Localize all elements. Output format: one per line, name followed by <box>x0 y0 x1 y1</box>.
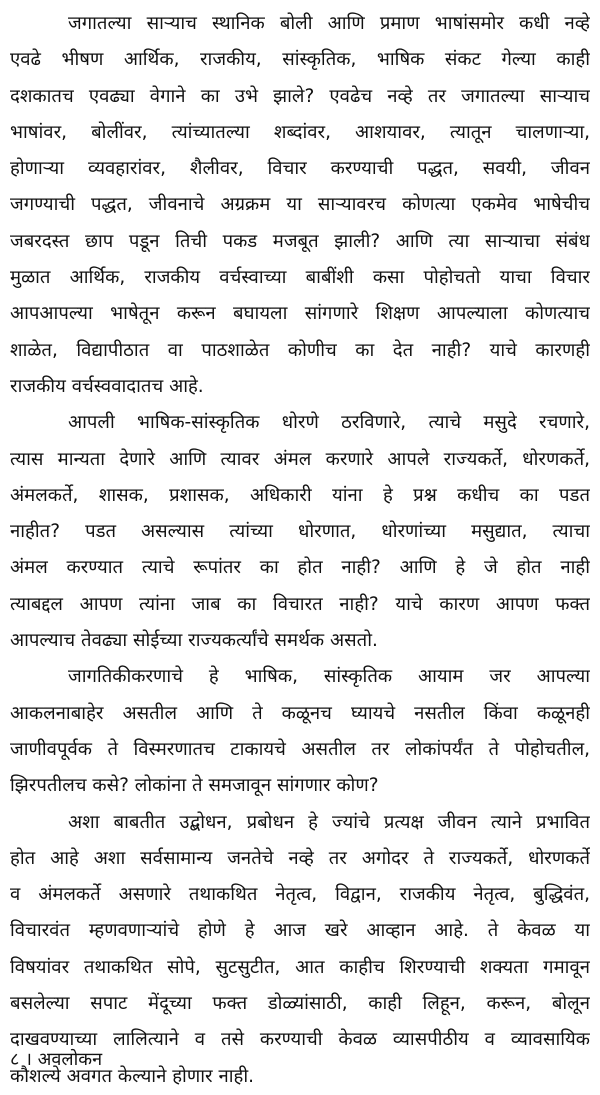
text-line: दशकातच एवढ्या वेगाने का उभे झाले? एवढेच नव्हे तर जगातल्या साऱ्याच <box>10 85 590 107</box>
text-line: कौशल्ये अवगत केल्याने होणार नाही. <box>10 1065 255 1087</box>
text-line: विषयांवर तथाकथित सोपे, सुटसुटीत, आत काहीच शिरण्याची शक्यता गमावून <box>10 956 590 978</box>
page-footer <box>10 1047 102 1073</box>
text-line: व अंमलकर्ते असणारे तथाकथित नेतृत्व, विद्वान, राजकीय नेतृत्व, बुद्धिवंत, <box>10 884 590 906</box>
text-line: होत आहे अशा सर्वसामान्य जनतेचे नव्हे तर अगोदर ते राज्यकर्ते, धोरणकर्ते <box>10 847 590 869</box>
text-line: झिरपतीलच कसे? लोकांना ते समजावून सांगणार कोण? <box>10 775 379 797</box>
text-line: दाखवण्याच्या लालित्याने व तसे करण्याची केवळ व्यासपीठीय व व्यावसायिक <box>10 1029 590 1051</box>
paragraph-1 <box>10 6 590 405</box>
text-line: जाणीवपूर्वक ते विस्मरणातच टाकायचे असतील तर लोकांपर्यंत ते पोहोचतील, <box>10 738 590 760</box>
paragraph-2 <box>10 405 590 659</box>
text-line: जगण्याची पद्धत, जीवनाचे अग्रक्रम या साऱ्यावरच कोणत्या एकमेव भाषेचीच <box>10 194 590 216</box>
text-line: अशा बाबतीत उद्बोधन, प्रबोधन हे ज्यांचे प्रत्यक्ष जीवन त्याने प्रभावित <box>68 811 590 833</box>
text-line: नाहीत? पडत असल्यास त्यांच्या धोरणात, धोरणांच्या मसुद्यात, त्याचा <box>10 521 590 543</box>
text-line: भाषांवर, बोलींवर, त्यांच्यातल्या शब्दांवर, आशयावर, त्यातून चालणाऱ्या, <box>10 121 590 143</box>
text-line: आपआपल्या भाषेतून करून बघायला सांगणारे शिक्षण आपल्याला कोणत्याच <box>10 303 590 325</box>
text-line: त्याबद्दल आपण त्यांना जाब का विचारत नाही? याचे कारण आपण फक्त <box>10 593 590 615</box>
text-line: विचारवंत म्हणवणाऱ्यांचे होणे हे आज खरे आव्हान आहे. ते केवळ या <box>10 920 590 942</box>
page-number: ८ <box>10 1049 20 1070</box>
text-line: एवढे भीषण आर्थिक, राजकीय, सांस्कृतिक, भाषिक संकट गेल्या काही <box>10 49 590 71</box>
text-line: शाळेत, विद्यापीठात वा पाठशाळेत कोणीच का देत नाही? याचे कारणही <box>10 339 590 361</box>
text-line: जागतिकीकरणाचे हे भाषिक, सांस्कृतिक आयाम जर आपल्या <box>68 666 590 688</box>
text-line: राजकीय वर्चस्ववादातच आहे. <box>10 375 204 397</box>
text-line: बसलेल्या सपाट मेंदूच्या फक्त डोळ्यांसाठी, काही लिहून, करून, बोलून <box>10 993 590 1015</box>
text-line: अंमल करण्यात त्याचे रूपांतर का होत नाही? आणि हे जे होत नाही <box>10 557 590 579</box>
text-line: आपली भाषिक-सांस्कृतिक धोरणे ठरविणारे, त्याचे मसुदे रचणारे, <box>68 412 590 434</box>
text-line: मुळात आर्थिक, राजकीय वर्चस्वाच्या बाबींशी कसा पोहोचतो याचा विचार <box>10 267 590 289</box>
footer-separator: । <box>25 1049 32 1070</box>
text-line: जबरदस्त छाप पडून तिची पकड मजबूत झाली? आणि त्या साऱ्याचा संबंध <box>10 230 590 252</box>
text-line: जगातल्या साऱ्याच स्थानिक बोली आणि प्रमाण भाषांसमोर कधी नव्हे <box>68 13 590 34</box>
text-line: आपल्याच तेवढ्या सोईच्या राज्यकर्त्यांचे समर्थक असतो. <box>10 630 378 652</box>
text-line: आकलनाबाहेर असतील आणि ते कळूनच घ्यायचे नसतील किंवा कळूनही <box>10 702 590 724</box>
text-line: त्यास मान्यता देणारे आणि त्यावर अंमल करणारे आपले राज्यकर्ते, धोरणकर्ते, <box>10 448 590 470</box>
text-line: अंमलकर्ते, शासक, प्रशासक, अधिकारी यांना हे प्रश्न कधीच का पडत <box>10 484 590 506</box>
book-title: अवलोकन <box>37 1049 103 1070</box>
paragraph-3 <box>10 659 590 804</box>
text-line: होणाऱ्या व्यवहारांवर, शैलीवर, विचार करण्याची पद्धत, सवयी, जीवन <box>10 158 590 180</box>
